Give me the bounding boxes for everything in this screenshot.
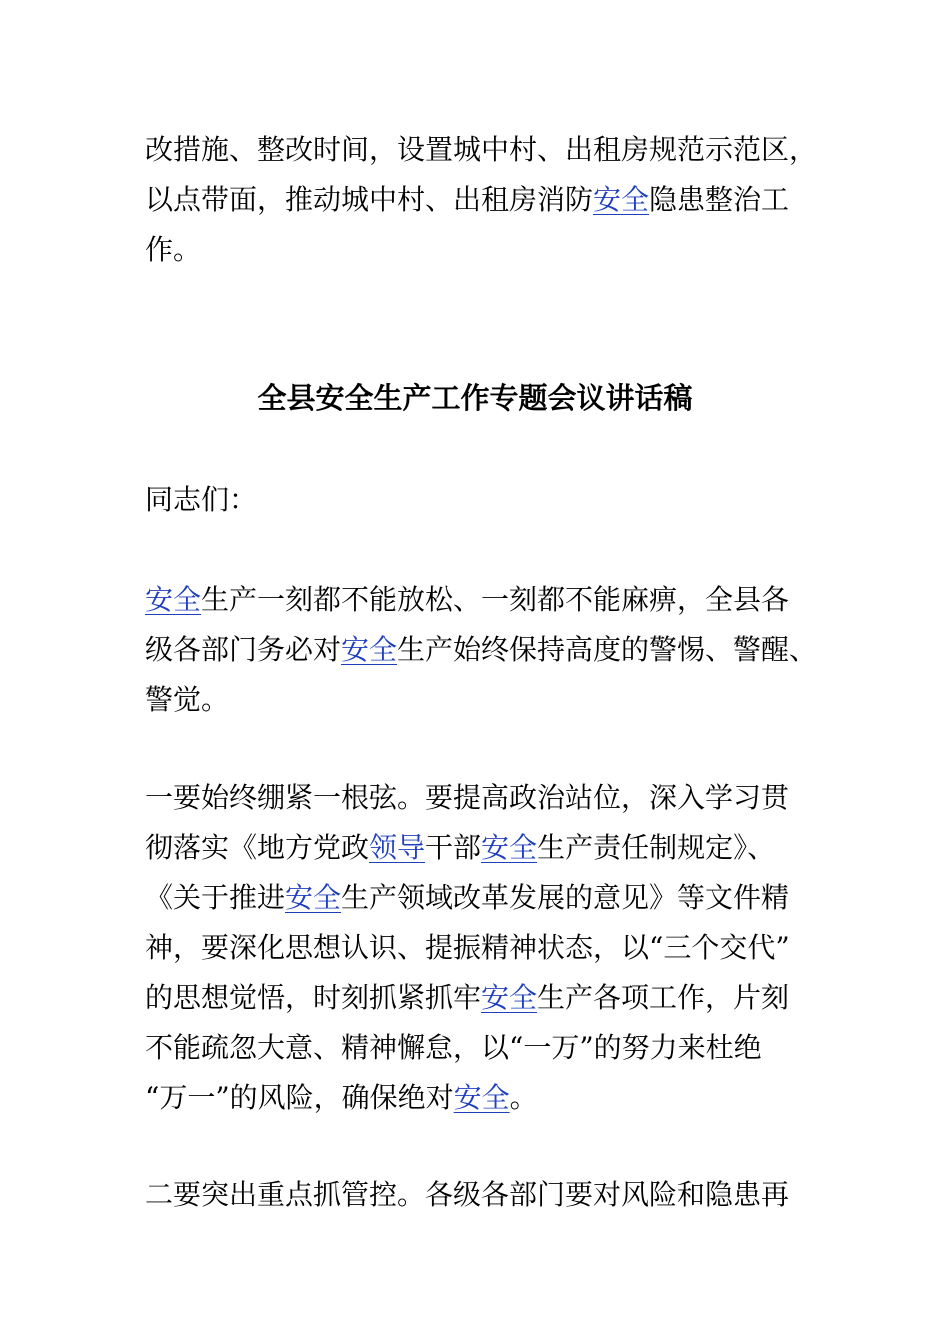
- greeting: [145, 475, 835, 525]
- keyword-link-leadership[interactable]: 领导: [369, 831, 426, 864]
- paragraph-point-one: [145, 773, 835, 1123]
- keyword-link-safety[interactable]: 安全: [285, 881, 342, 914]
- text-line: [145, 1073, 835, 1123]
- text-line: 同志们：: [145, 483, 258, 516]
- text-line: [145, 973, 835, 1023]
- text-line: [145, 625, 835, 675]
- text-line: 改措施、整改时间，设置城中村、出租房规范示范区，: [145, 133, 818, 166]
- text-line: 警觉。: [145, 683, 230, 716]
- text-segment: 干部: [425, 831, 482, 864]
- text-segment: 。: [509, 1081, 538, 1114]
- keyword-link-safety[interactable]: 安全: [453, 1081, 510, 1114]
- text-line: 神，要深化思想认识、提振精神状态，以“三个交代”: [145, 931, 790, 964]
- text-segment: “万一”的风险，确保绝对: [145, 1081, 454, 1114]
- text-line: [145, 575, 835, 625]
- text-segment: 生产各项工作，片刻: [537, 981, 790, 1014]
- text-segment: 生产领域改革发展的意见》等文件精: [341, 881, 790, 914]
- text-segment: 《关于推进: [145, 881, 286, 914]
- text-segment: 的思想觉悟，时刻抓紧抓牢: [145, 981, 482, 1014]
- text-line: 二要突出重点抓管控。各级各部门要对风险和隐患再: [145, 1178, 790, 1211]
- keyword-link-safety[interactable]: 安全: [145, 583, 202, 616]
- document-title: 全县安全生产工作专题会议讲话稿: [257, 381, 693, 415]
- text-segment: 彻落实《地方党政: [145, 831, 370, 864]
- text-line: 一要始终绷紧一根弦。要提高政治站位，深入学习贯: [145, 781, 790, 814]
- paragraph-continuation: [145, 125, 835, 275]
- text-segment: 生产责任制规定》、: [537, 831, 776, 864]
- keyword-link-safety[interactable]: 安全: [481, 981, 538, 1014]
- keyword-link-safety[interactable]: 安全: [341, 633, 398, 666]
- text-segment: 生产始终保持高度的警惕、警醒、: [397, 633, 818, 666]
- text-segment: 级各部门务必对: [145, 633, 342, 666]
- keyword-link-safety[interactable]: 安全: [593, 183, 650, 216]
- text-line: [145, 823, 835, 873]
- text-segment: 以点带面，推动城中村、出租房消防: [145, 183, 594, 216]
- text-line: 作。: [145, 233, 202, 266]
- paragraph-point-two: [145, 1170, 835, 1220]
- paragraph-intro: [145, 575, 835, 725]
- text-segment: 隐患整治工: [649, 183, 790, 216]
- text-line: [145, 175, 835, 225]
- text-segment: 生产一刻都不能放松、一刻都不能麻痹，全县各: [201, 583, 790, 616]
- keyword-link-safety[interactable]: 安全: [481, 831, 538, 864]
- text-line: 不能疏忽大意、精神懈怠，以“一万”的努力来杜绝: [145, 1031, 762, 1064]
- text-line: [145, 873, 835, 923]
